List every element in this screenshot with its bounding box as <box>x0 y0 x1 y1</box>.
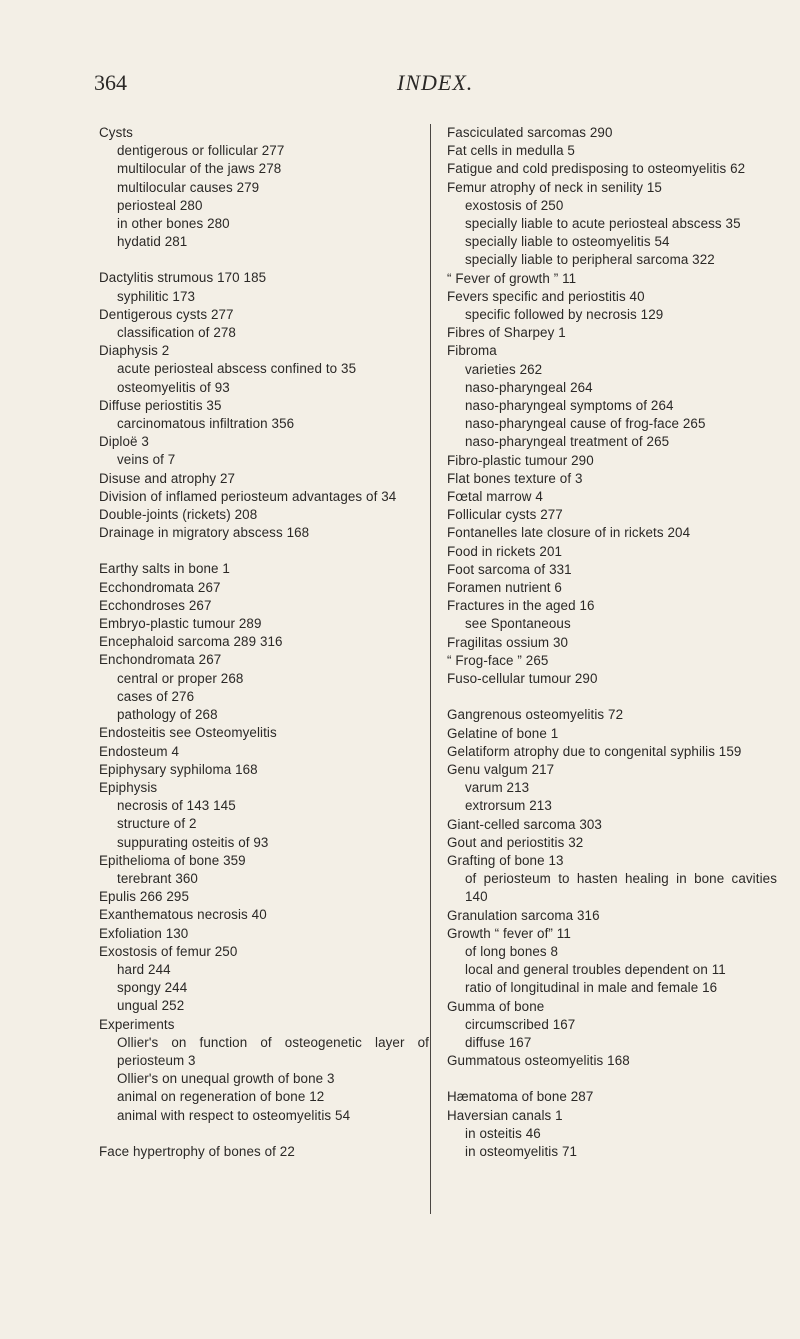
index-subentry: varieties 262 <box>465 361 543 377</box>
index-subentry: extrorsum 213 <box>465 798 552 814</box>
index-entry: Flat bones texture of 3 <box>447 470 583 486</box>
index-entry: Follicular cysts 277 <box>447 507 563 523</box>
index-entry: “ Frog-face ” 265 <box>447 652 549 668</box>
index-column-left <box>99 124 429 1161</box>
index-entry: Epiphysis <box>99 779 158 795</box>
index-entry: Fibro-plastic tumour 290 <box>447 452 594 468</box>
index-subentry: multilocular causes 279 <box>117 179 260 195</box>
index-entry: Genu valgum 217 <box>447 761 555 777</box>
index-entry: Division of inflamed periosteum advantages of 34 <box>99 488 397 504</box>
index-subentry: see Spontaneous <box>465 616 571 632</box>
index-subentry: Ollier's on unequal growth of bone 3 <box>117 1071 335 1087</box>
index-column-right <box>447 124 777 1161</box>
index-entry: Food in rickets 201 <box>447 543 563 559</box>
index-entry: Gummatous osteomyelitis 168 <box>447 1053 630 1069</box>
index-entry: Double-joints (rickets) 208 <box>99 507 258 523</box>
index-subentry: dentigerous or follicular 277 <box>117 143 285 159</box>
index-entry: Fuso-cellular tumour 290 <box>447 671 598 687</box>
index-entry: Gout and periostitis 32 <box>447 834 584 850</box>
index-subentry: spongy 244 <box>117 980 188 996</box>
index-subentry: acute periosteal abscess confined to 35 <box>117 361 357 377</box>
index-subentry: cases of 276 <box>117 688 195 704</box>
index-entry: Ecchondroses 267 <box>99 597 212 613</box>
page-number: 364 <box>94 70 127 95</box>
index-subentry: carcinomatous infiltration 356 <box>117 416 295 432</box>
index-subentry: syphilitic 173 <box>117 288 196 304</box>
index-subentry: central or proper 268 <box>117 670 244 686</box>
index-entry: Diffuse periostitis 35 <box>99 397 222 413</box>
index-subentry: veins of 7 <box>117 452 176 468</box>
index-subentry: in other bones 280 <box>117 216 230 232</box>
index-entry: “ Fever of growth ” 11 <box>447 270 577 286</box>
index-subentry: naso-pharyngeal treatment of 265 <box>465 434 670 450</box>
index-entry: Fractures in the aged 16 <box>447 598 595 614</box>
index-entry: Exostosis of femur 250 <box>99 943 238 959</box>
index-subentry: specially liable to peripheral sarcoma 322 <box>465 252 715 268</box>
index-entry: Epulis 266 295 <box>99 889 189 905</box>
index-entry: Hæmatoma of bone 287 <box>447 1089 594 1105</box>
index-entry: Face hypertrophy of bones of 22 <box>99 1143 295 1159</box>
index-subentry: periosteal 280 <box>117 197 203 213</box>
index-entry: Diploë 3 <box>99 434 149 450</box>
index-entry: Cysts <box>99 125 133 140</box>
index-subentry: specially liable to acute periosteal abscess 35 <box>465 216 741 232</box>
index-subentry: exostosis of 250 <box>465 197 564 213</box>
index-entry: Epithelioma of bone 359 <box>99 852 246 868</box>
index-subentry: of periosteum to hasten healing in bone cavities 140 <box>465 871 777 905</box>
index-entry: Fragilitas ossium 30 <box>447 634 569 650</box>
index-entry: Dactylitis strumous 170 185 <box>99 270 267 286</box>
index-entry: Dentigerous cysts 277 <box>99 306 234 322</box>
index-subentry: necrosis of 143 145 <box>117 798 236 814</box>
index-entry: Gumma of bone <box>447 998 545 1014</box>
index-entry: Femur atrophy of neck in senility 15 <box>447 179 662 195</box>
index-entry: Fœtal marrow 4 <box>447 489 543 505</box>
index-entry: Foramen nutrient 6 <box>447 580 562 596</box>
running-head: INDEX. <box>397 70 474 95</box>
index-subentry: animal on regeneration of bone 12 <box>117 1089 325 1105</box>
index-entry: Earthy salts in bone 1 <box>99 561 230 577</box>
index-subentry: ungual 252 <box>117 998 185 1014</box>
index-subentry: varum 213 <box>465 780 530 796</box>
index-entry: Exanthematous necrosis 40 <box>99 907 267 923</box>
index-subentry: hydatid 281 <box>117 234 188 250</box>
index-entry: Drainage in migratory abscess 168 <box>99 525 310 541</box>
index-entry: Gangrenous osteomyelitis 72 <box>447 707 624 723</box>
index-subentry: local and general troubles dependent on 11 <box>465 962 726 978</box>
index-subentry: in osteitis 46 <box>465 1125 541 1141</box>
column-divider <box>430 124 431 1214</box>
index-subentry: terebrant 360 <box>117 870 198 886</box>
index-subentry: specific followed by necrosis 129 <box>465 307 664 323</box>
index-subentry: multilocular of the jaws 278 <box>117 161 282 177</box>
index-entry: Endosteum 4 <box>99 743 180 759</box>
index-entry: Experiments <box>99 1016 175 1032</box>
index-subentry: Ollier's on function of osteogenetic layer of periosteum 3 <box>117 1034 429 1068</box>
index-entry: Encephaloid sarcoma 289 316 <box>99 634 283 650</box>
index-entry: Granulation sarcoma 316 <box>447 907 600 923</box>
index-subentry: classification of 278 <box>117 325 236 341</box>
index-entry: Fasciculated sarcomas 290 <box>447 125 613 140</box>
index-entry: Fatigue and cold predisposing to osteomyelitis 62 <box>447 161 746 177</box>
index-subentry: naso-pharyngeal 264 <box>465 379 593 395</box>
index-entry: Grafting of bone 13 <box>447 852 564 868</box>
index-subentry: pathology of 268 <box>117 707 218 723</box>
index-entry: Giant-celled sarcoma 303 <box>447 816 602 832</box>
index-entry: Diaphysis 2 <box>99 343 170 359</box>
index-entry: Exfoliation 130 <box>99 925 189 941</box>
index-subentry: hard 244 <box>117 961 171 977</box>
index-entry: Haversian canals 1 <box>447 1107 563 1123</box>
index-entry: Fontanelles late closure of in rickets 204 <box>447 525 691 541</box>
index-entry: Epiphysary syphiloma 168 <box>99 761 258 777</box>
index-entry: Growth “ fever of” 11 <box>447 925 571 941</box>
index-subentry: circumscribed 167 <box>465 1016 576 1032</box>
index-entry: Foot sarcoma of 331 <box>447 561 572 577</box>
index-subentry: diffuse 167 <box>465 1034 532 1050</box>
index-entry: Fat cells in medulla 5 <box>447 143 575 159</box>
index-entry: Endosteitis see Osteomyelitis <box>99 725 277 741</box>
index-entry: Gelatine of bone 1 <box>447 725 559 741</box>
index-subentry: in osteomyelitis 71 <box>465 1143 578 1159</box>
index-entry: Ecchondromata 267 <box>99 579 221 595</box>
index-subentry: naso-pharyngeal symptoms of 264 <box>465 398 674 414</box>
index-entry: Fevers specific and periostitis 40 <box>447 288 645 304</box>
index-entry: Gelatiform atrophy due to congenital syphilis 159 <box>447 743 742 759</box>
index-entry: Fibres of Sharpey 1 <box>447 325 566 341</box>
index-subentry: structure of 2 <box>117 816 197 832</box>
index-subentry: animal with respect to osteomyelitis 54 <box>117 1107 351 1123</box>
index-entry: Disuse and atrophy 27 <box>99 470 236 486</box>
index-subentry: suppurating osteitis of 93 <box>117 834 269 850</box>
index-entry: Embryo-plastic tumour 289 <box>99 616 262 632</box>
index-entry: Fibroma <box>447 343 497 359</box>
index-subentry: specially liable to osteomyelitis 54 <box>465 234 670 250</box>
index-subentry: osteomyelitis of 93 <box>117 379 230 395</box>
index-entry: Enchondromata 267 <box>99 652 222 668</box>
index-subentry: naso-pharyngeal cause of frog-face 265 <box>465 416 706 432</box>
index-subentry: ratio of longitudinal in male and female 16 <box>465 980 718 996</box>
index-subentry: of long bones 8 <box>465 943 559 959</box>
